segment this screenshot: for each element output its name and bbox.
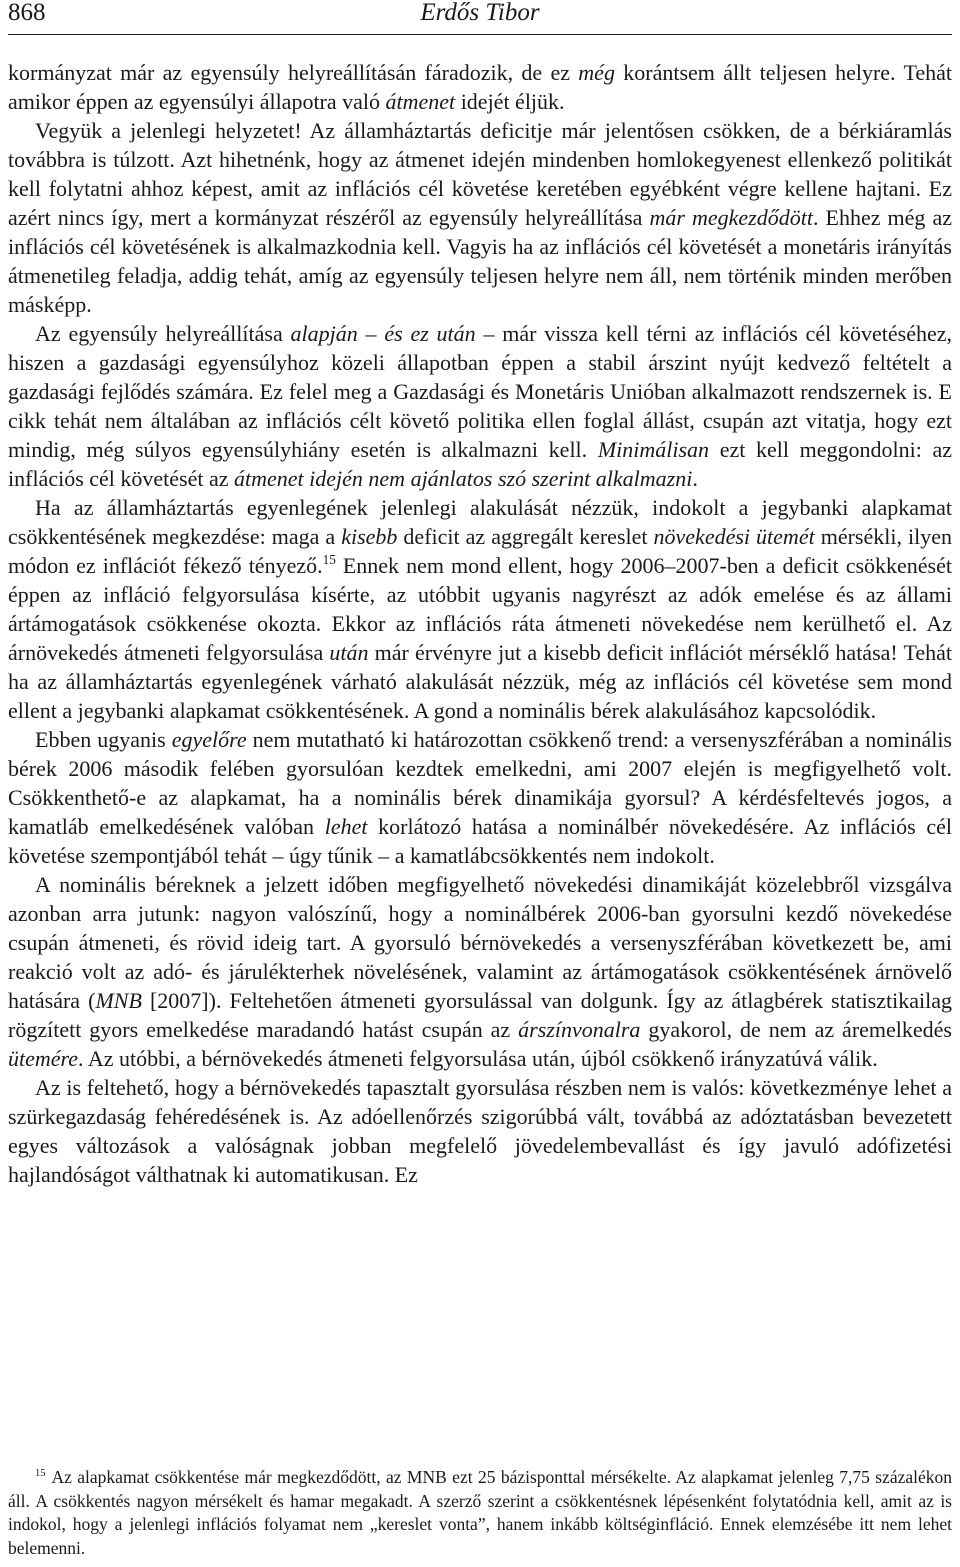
emphasis-text: egyelőre bbox=[171, 727, 247, 752]
paragraph-text: korántsem állt teljesen helyre. Tehát amikor éppen az egyensúlyi állapotra való bbox=[8, 60, 952, 114]
footnotes bbox=[8, 1466, 952, 1560]
footnote bbox=[8, 1466, 952, 1560]
paragraph-text: Ebben ugyanis bbox=[35, 727, 172, 752]
paragraph-text: idejét éljük. bbox=[455, 89, 565, 114]
paragraph bbox=[8, 58, 952, 116]
footnote-reference: 15 bbox=[322, 551, 336, 567]
paragraph-text: . Az utóbbi, a bérnövekedés átmeneti felgyorsulása után, újból csökkenő irányzatúvá válik. bbox=[78, 1046, 878, 1071]
emphasis-text: még bbox=[578, 60, 615, 85]
paragraph-text: Az is feltehető, hogy a bérnövekedés tapasztalt gyorsulása részben nem is valós: következménye lehet a szürkegazdaság fehéredésének is. Az adóellenőrzés szigorúbbá vált, továbbá az adóztatásban bevezetett egyes változások a valóságnak jobban megfelelő jövedelembevallást és így javuló adófizetési hajlandóságot válthatnak ki automatikusan. Ez bbox=[8, 1075, 952, 1187]
paragraph-text: [2007]). Feltehetően átmeneti gyorsulással van dolgunk. Így az átlagbérek statisztikailag rögzített gyors emelkedése maradandó hatást csupán az bbox=[8, 988, 952, 1042]
footnote-text: Az alapkamat csökkentése már megkezdődött, az MNB ezt 25 bázisponttal mérsékelte. Az alapkamat jelenleg 7,75 százalékon áll. A csökkentés nagyon mérsékelt és hamar megakadt. A szerző szerint a csökkentésnek lépésenként folytatódnia kell, amit az is indokol, hogy a jelenlegi inflációs folyamat nem „kereslet vonta”, hanem inkább költséginfláció. Ennek elemzésébe itt nem lehet belemenni. bbox=[8, 1467, 952, 1558]
paragraph-text: Vegyük a jelenlegi helyzetet! Az államháztartás deficitje már jelentősen csökken, de a bérkiáramlás továbbra is túlzott. Azt hihetnénk, hogy az átmenet idején mindenben homlokegyenest ellenkező politikát kell folytatni ahhoz képest, amit az inflációs cél követése keretében egyébként végre kellene hajtani. Ez azért nincs így, mert a kormányzat részéről az egyensúly helyreállítása bbox=[8, 118, 952, 230]
paragraph bbox=[8, 493, 952, 725]
running-head: Erdős Tibor bbox=[420, 0, 540, 26]
emphasis-text: kisebb bbox=[341, 524, 398, 549]
article-body bbox=[8, 58, 952, 1189]
emphasis-text: Minimálisan bbox=[597, 437, 710, 462]
paragraph-text: Ennek nem mond ellent, hogy 2006–2007-ben a deficit csökkenését éppen az infláció felgyorsulása kísérte, az utóbbit ugyanis nagyrészt az adók emelése és az állami ártámogatások csökkenése okozta. Ekkor az inflációs ráta átmeneti növekedése nem kerülhető el. Az árnövekedés átmeneti felgyorsulása bbox=[8, 553, 952, 665]
paragraph bbox=[8, 870, 952, 1073]
paragraph bbox=[8, 319, 952, 493]
emphasis-text: után bbox=[329, 640, 369, 665]
paragraph-text: korlátozó hatása a nominálbér növekedésére. Az inflációs cél követése szempontjából tehát – úgy tűnik – a kamatlábcsökkentés nem indokolt. bbox=[8, 814, 952, 868]
paragraph-text: mérsékli, ilyen módon ez inflációt fékező tényező. bbox=[8, 524, 953, 578]
page-header bbox=[8, 0, 952, 35]
emphasis-text: átmenet bbox=[385, 89, 456, 114]
emphasis-text: árszínvonalra bbox=[518, 1017, 641, 1042]
paragraph-text: A nominális béreknek a jelzett időben megfigyelhető növekedési dinamikáját közelebbről vizsgálva azonban arra jutunk: nagyon valószínű, hogy a nominálbérek 2006-ban gyorsulni kezdő növekedése csupán átmeneti, és rövid ideig tart. A gyorsuló bérnövekedés a versenyszférában következett be, ami reakció volt az adó- és járulékterhek növelésének, valamint az ártámogatások csökkentésének árnövelő hatására ( bbox=[8, 872, 952, 1013]
page-number: 868 bbox=[8, 0, 46, 26]
emphasis-text: már megkezdődött bbox=[649, 205, 813, 230]
emphasis-text: MNB bbox=[95, 988, 142, 1013]
paragraph-text: Ha az államháztartás egyenlegének jelenlegi alakulását nézzük, indokolt a jegybanki alapkamat csökkentésének megkezdése: maga a bbox=[8, 495, 952, 549]
emphasis-text: átmenet idején nem ajánlatos szó szerint alkalmazni bbox=[234, 466, 693, 491]
paragraph-text: deficit az aggregált kereslet bbox=[397, 524, 654, 549]
paragraph bbox=[8, 116, 952, 319]
paragraph-text: már érvényre jut a kisebb deficit inflációt mérséklő hatása! Tehát ha az államháztartás egyenlegének várható alakulását nézzük, még az inflációs cél követése sem mond ellent a jegybanki alapkamat csökkentésének. A gond a nominális bérek alakulásához kapcsolódik. bbox=[8, 640, 953, 723]
paragraph bbox=[8, 725, 952, 870]
emphasis-text: növekedési ütemét bbox=[653, 524, 815, 549]
paragraph bbox=[8, 1073, 952, 1189]
paragraph-text: gyakorol, de nem az áremelkedés bbox=[640, 1017, 952, 1042]
emphasis-text: alapján – és ez után bbox=[290, 321, 476, 346]
paragraph-text: . bbox=[692, 466, 698, 491]
footnote-number: 15 bbox=[35, 1467, 46, 1479]
paragraph-text: nem mutatható ki határozottan csökkenő trend: a versenyszférában a nominális bérek 2006 második felében gyorsulóan kezdtek emelkedni, ami 2007 elején is megfigyelhető volt. Csökkenthető-e az alapkamat, ha a nominális bérek dinamikája gyorsul? A kérdésfeltevés jogos, a kamatláb emelkedésének valóban bbox=[8, 727, 952, 839]
paragraph-text: ezt kell meggondolni: az inflációs cél követését az bbox=[8, 437, 953, 491]
paragraph-text: . Ehhez még az inflációs cél követésének is alkalmazkodnia kell. Vagyis ha az inflációs cél követését a monetáris irányítás átmenetileg feladja, addig tehát, amíg az egyensúly teljesen helyre nem áll, nem történik minden merőben másképp. bbox=[8, 205, 953, 317]
paragraph-text: kormányzat már az egyensúly helyreállításán fáradozik, de ez bbox=[8, 60, 579, 85]
emphasis-text: ütemére bbox=[8, 1046, 79, 1071]
emphasis-text: lehet bbox=[324, 814, 368, 839]
paragraph-text: Az egyensúly helyreállítása bbox=[35, 321, 291, 346]
paragraph-text: – már vissza kell térni az inflációs cél követéséhez, hiszen a gazdasági egyensúlyhoz közeli állapotban éppen a stabil árszint nyújt kedvező feltételt a gazdasági fejlődés számára. Ez felel meg a Gazdasági és Monetáris Unióban alkalmazott rendszernek is. E cikk tehát nem általában az inflációs célt követő politika ellen foglal állást, csupán azt vitatja, hogy ezt mindig, még súlyos egyensúlyhiány esetén is alkalmazni kell. bbox=[8, 321, 952, 462]
